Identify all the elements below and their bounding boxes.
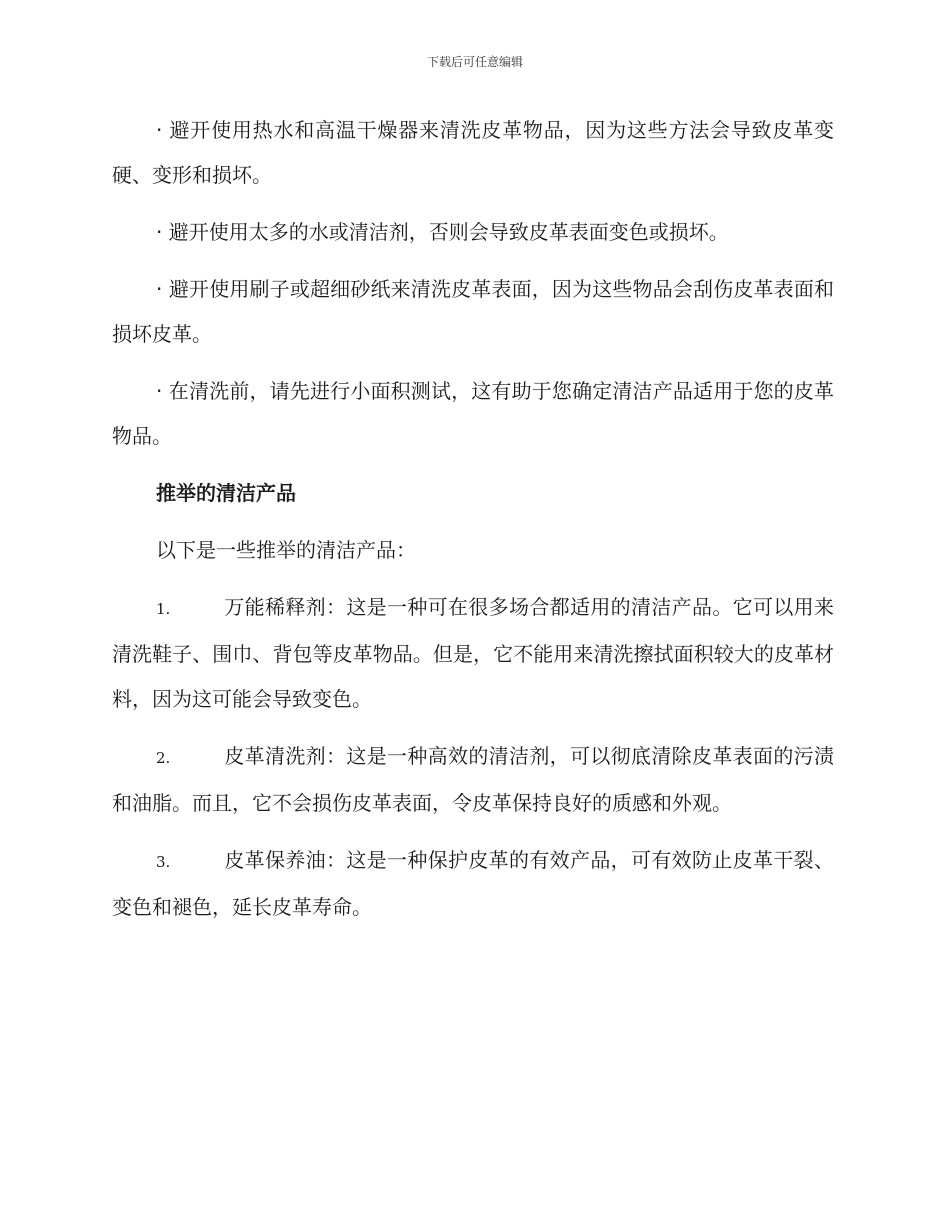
item-number: 2. bbox=[156, 749, 171, 767]
item-text: 皮革清洗剂：这是一种高效的清洁剂，可以彻底清除皮革表面的污渍和油脂。而且，它不会损伤皮革表面，令皮革保持良好的质感和外观。 bbox=[112, 744, 834, 815]
numbered-item bbox=[112, 838, 834, 930]
item-text: 万能稀释剂：这是一种可在很多场合都适用的清洁产品。它可以用来清洗鞋子、围巾、背包等皮革物品。但是，它不能用来清洗擦拭面积较大的皮革材料，因为这可能会导致变色。 bbox=[112, 595, 834, 711]
section-intro: 以下是一些推举的清洁产品： bbox=[156, 538, 416, 562]
bullet-paragraph: · 避开使用刷子或超细砂纸来清洗皮革表面，因为这些物品会刮伤皮革表面和损坏皮革。 bbox=[112, 277, 834, 346]
item-number: 1. bbox=[156, 600, 171, 618]
header-note: 下载后可任意编辑 bbox=[426, 55, 523, 69]
bullet-paragraph: · 避开使用热水和高温干燥器来清洗皮革物品，因为这些方法会导致皮革变硬、变形和损坏。 bbox=[112, 118, 834, 187]
item-text: 皮革保养油：这是一种保护皮革的有效产品，可有效防止皮革干裂、变色和褪色，延长皮革寿命。 bbox=[112, 848, 834, 919]
section-heading: 推举的清洁产品 bbox=[156, 481, 296, 505]
bullet-paragraph: · 在清洗前，请先进行小面积测试，这有助于您确定清洁产品适用于您的皮革物品。 bbox=[112, 379, 834, 448]
document-body bbox=[112, 108, 834, 942]
bullet-paragraph: · 避开使用太多的水或清洁剂，否则会导致皮革表面变色或损坏。 bbox=[156, 220, 729, 244]
numbered-item bbox=[112, 585, 834, 722]
numbered-item bbox=[112, 734, 834, 826]
item-number: 3. bbox=[156, 853, 171, 871]
